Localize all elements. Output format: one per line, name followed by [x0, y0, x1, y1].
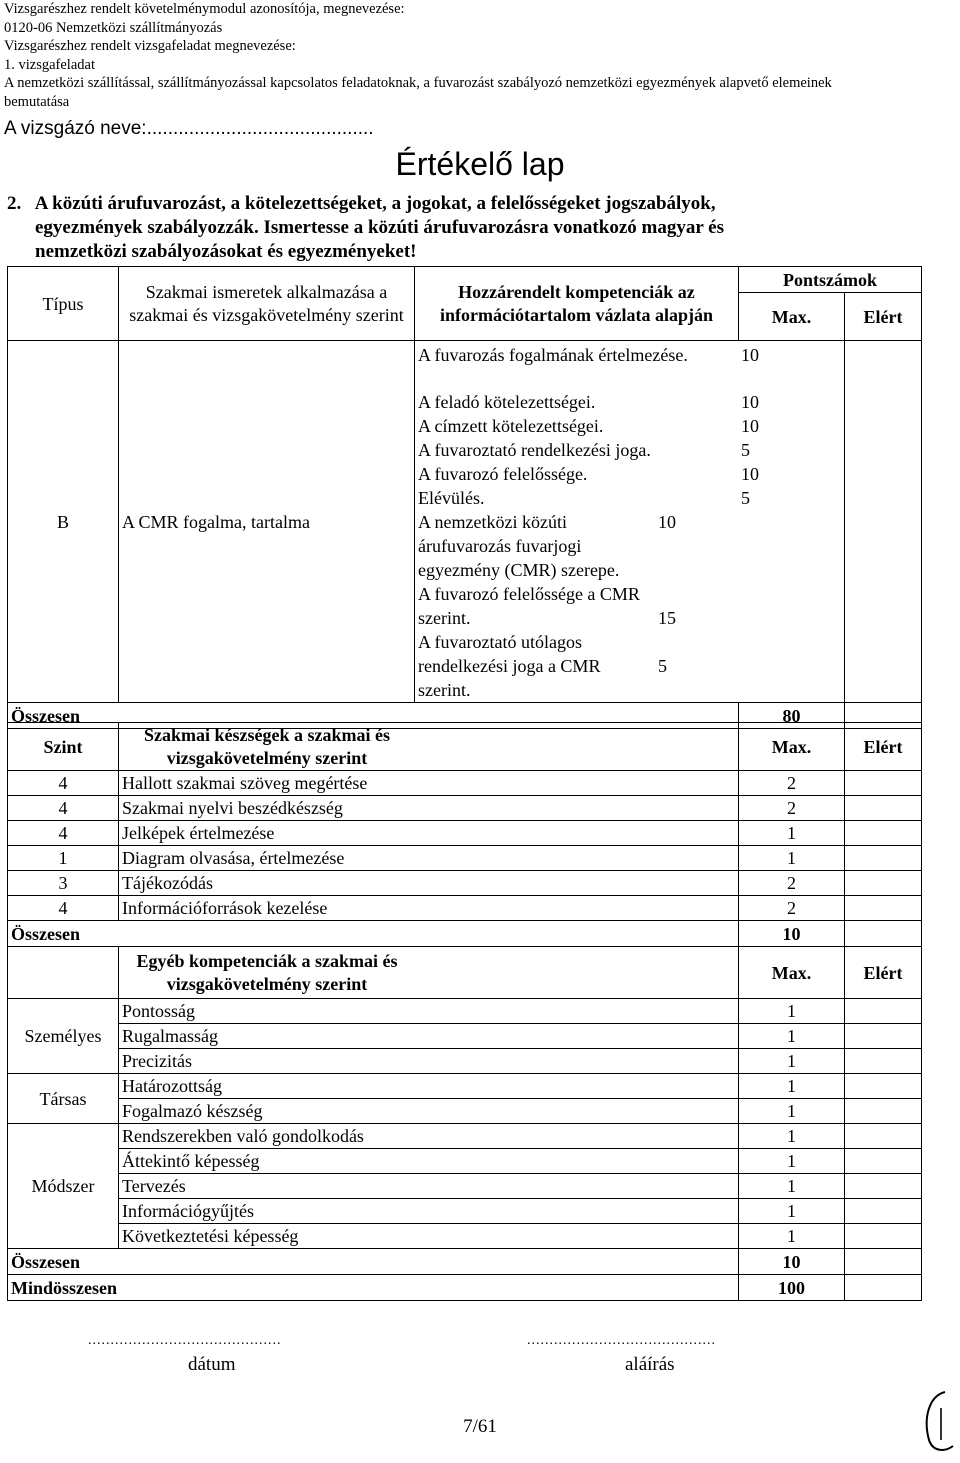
achieved-cell[interactable]	[845, 341, 922, 703]
header-line: Vizsgarészhez rendelt követelménymodul azonosítója, megnevezése:	[4, 1, 405, 17]
grand-total-label: Mindösszesen	[8, 1275, 739, 1301]
table-row: 4 Szakmai nyelvi beszédkészség 2	[8, 796, 922, 821]
table-row: 4 Jelképek értelmezése 1	[8, 821, 922, 846]
achieved-cell[interactable]	[845, 1224, 922, 1249]
achieved-cell[interactable]	[845, 1024, 922, 1049]
other-header: Egyéb kompetenciák a szakmai és vizsgakövetelmény szerint	[119, 947, 739, 999]
page-number: 7/61	[463, 1416, 497, 1437]
type-header: Típus	[8, 267, 119, 341]
competencies-header: Hozzárendelt kompetenciák az információtartalom vázlata alapján	[415, 267, 739, 341]
grand-total-max: 100	[739, 1275, 845, 1301]
competency-item: A feladó kötelezettségei. 10	[418, 392, 759, 412]
candidate-name-line: A vizsgázó neve:...........................................	[4, 118, 374, 139]
achieved-cell[interactable]	[845, 999, 922, 1024]
total-max: 10	[739, 921, 845, 947]
header-line: Vizsgarészhez rendelt vizsgafeladat megnevezése:	[4, 38, 296, 54]
competency-list	[415, 341, 845, 703]
document-header	[4, 0, 954, 111]
total-label: Összesen	[8, 703, 739, 729]
table-row: Rugalmasság 1	[8, 1024, 922, 1049]
achieved-cell[interactable]	[845, 771, 922, 796]
total-max: 10	[739, 1249, 845, 1275]
page-title: Értékelő lap	[395, 146, 565, 182]
competency-item: Elévülés. 5	[418, 488, 750, 508]
competency-item: A fuvarozás fogalmának értelmezése. 10	[418, 345, 759, 365]
total-achieved[interactable]	[845, 921, 922, 947]
level-header: Szint	[8, 723, 119, 771]
table-row: Tervezés 1	[8, 1174, 922, 1199]
competency-item: A fuvarozó felelőssége a CMR szerint. 15	[418, 584, 676, 628]
table-row: Fogalmazó készség 1	[8, 1099, 922, 1124]
achieved-header: Elért	[845, 947, 922, 999]
task-description	[7, 192, 907, 264]
grand-total-achieved[interactable]	[845, 1275, 922, 1301]
application-header: Szakmai ismeretek alkalmazása a szakmai és vizsgakövetelmény szerint	[119, 267, 415, 341]
group-label: Módszer	[8, 1124, 119, 1249]
skills-table	[7, 722, 922, 947]
other-competencies-table	[7, 946, 922, 1301]
knowledge-table	[7, 266, 922, 729]
header-line: bemutatása	[4, 93, 70, 110]
total-achieved[interactable]	[845, 1249, 922, 1275]
competency-item: A fuvarozó felelőssége. 10	[418, 464, 759, 484]
achieved-cell[interactable]	[845, 1149, 922, 1174]
table-row: Következtetési képesség 1	[8, 1224, 922, 1249]
achieved-cell[interactable]	[845, 1124, 922, 1149]
task-number: 2.	[7, 193, 22, 214]
table-row: Személyes Pontosság 1	[8, 999, 922, 1024]
table-row: 4 Hallott szakmai szöveg megértése 2	[8, 771, 922, 796]
achieved-cell[interactable]	[845, 846, 922, 871]
table-row: 4 Információforrások kezelése 2	[8, 896, 922, 921]
date-label: dátum	[188, 1354, 236, 1375]
achieved-cell[interactable]	[845, 796, 922, 821]
achieved-header: Elért	[845, 293, 922, 341]
achieved-cell[interactable]	[845, 821, 922, 846]
blank-header	[8, 947, 119, 999]
achieved-cell[interactable]	[845, 1074, 922, 1099]
table-row: 3 Tájékozódás 2	[8, 871, 922, 896]
table-row: Módszer Rendszerekben való gondolkodás 1	[8, 1124, 922, 1149]
achieved-cell[interactable]	[845, 896, 922, 921]
group-label: Társas	[8, 1074, 119, 1124]
skills-header: Szakmai készségek a szakmai és vizsgakövetelmény szerint	[119, 723, 739, 771]
date-line: ...........................................	[88, 1333, 282, 1348]
task-line-1: A közúti árufuvarozást, a kötelezettségeket, a jogokat, a felelősségeket jogszabályok,	[34, 193, 716, 214]
total-max: 80	[739, 703, 845, 729]
achieved-cell[interactable]	[845, 1199, 922, 1224]
group-label: Személyes	[8, 999, 119, 1074]
table-row: Információgyűjtés 1	[8, 1199, 922, 1224]
competency-item: A nemzetközi közúti árufuvarozás fuvarjogi egyezmény (CMR) szerepe. 10	[418, 512, 676, 580]
competency-item: A fuvaroztató rendelkezési joga. 5	[418, 440, 750, 460]
table-row: Precizitás 1	[8, 1049, 922, 1074]
achieved-cell[interactable]	[845, 1174, 922, 1199]
achieved-cell[interactable]	[845, 1049, 922, 1074]
header-line: 1. vizsgafeladat	[4, 56, 95, 73]
achieved-header: Elért	[845, 723, 922, 771]
competency-item: A címzett kötelezettségei. 10	[418, 416, 759, 436]
header-line: A nemzetközi szállítással, szállítmányozással kapcsolatos feladatoknak, a fuvarozást szabályozó nemzetközi egyezmények alapvető elemeinek	[4, 75, 832, 91]
max-header: Max.	[739, 947, 845, 999]
table-row: Társas Határozottság 1	[8, 1074, 922, 1099]
signature-line: ..........................................	[527, 1333, 716, 1348]
total-label: Összesen	[8, 1249, 739, 1275]
header-line: 0120-06 Nemzetközi szállítmányozás	[4, 19, 223, 36]
handwritten-mark-icon	[915, 1378, 959, 1458]
type-value: B	[8, 341, 119, 703]
achieved-cell[interactable]	[845, 1099, 922, 1124]
task-line-2: egyezmények szabályozzák. Ismertesse a közúti árufuvarozásra vonatkozó magyar és	[35, 217, 725, 238]
max-header: Max.	[739, 723, 845, 771]
achieved-cell[interactable]	[845, 871, 922, 896]
total-label: Összesen	[8, 921, 739, 947]
topic-value: A CMR fogalma, tartalma	[119, 341, 415, 703]
competency-item: A fuvaroztató utólagos rendelkezési joga a CMR szerint. 5	[418, 632, 667, 700]
signature-label: aláírás	[625, 1354, 675, 1375]
task-line-3: nemzetközi szabályozásokat és egyezményeket!	[35, 241, 417, 262]
table-row: 1 Diagram olvasása, értelmezése 1	[8, 846, 922, 871]
max-header: Max.	[739, 293, 845, 341]
table-row: Áttekintő képesség 1	[8, 1149, 922, 1174]
points-header: Pontszámok	[739, 267, 922, 293]
